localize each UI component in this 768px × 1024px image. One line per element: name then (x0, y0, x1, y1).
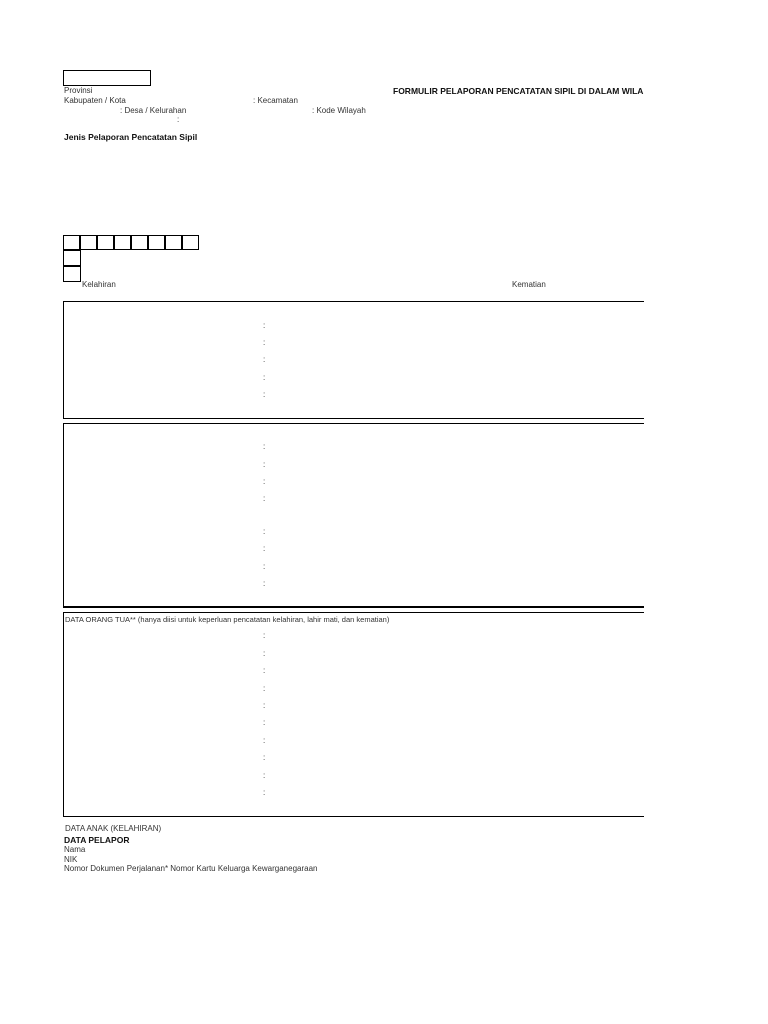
field-colon: : (263, 736, 266, 745)
code-cell[interactable] (114, 235, 131, 250)
field-colon: : (263, 788, 266, 797)
code-cell[interactable] (148, 235, 165, 250)
field-colon: : (263, 666, 266, 675)
field-colon: : (263, 701, 266, 710)
parents-heading: DATA ORANG TUA** (hanya diisi untuk keperluan pencatatan kelahiran, lahir mati, dan kematian) (65, 615, 390, 624)
parents-panel (63, 612, 644, 817)
code-cell[interactable] (97, 235, 114, 250)
field-colon: : (263, 684, 266, 693)
death-label: Kematian (512, 280, 546, 289)
field-colon: : (263, 494, 266, 503)
field-colon: : (263, 477, 266, 486)
data-panel-1 (63, 301, 644, 419)
field-colon: : (263, 527, 266, 536)
field-colon: : (263, 460, 266, 469)
form-title: FORMULIR PELAPORAN PENCATATAN SIPIL DI DALAM WILA (393, 86, 644, 96)
field-colon: : (263, 631, 266, 640)
panel-divider (63, 606, 644, 608)
reporter-name-label: Nama (64, 845, 86, 854)
field-colon: : (263, 544, 266, 553)
field-colon: : (263, 321, 266, 330)
field-colon: : (263, 373, 266, 382)
child-heading: DATA ANAK (KELAHIRAN) (65, 824, 162, 833)
death-checkbox[interactable] (63, 266, 81, 282)
field-colon: : (263, 562, 266, 571)
reporter-documents-line: Nomor Dokumen Perjalanan* Nomor Kartu Keluarga Kewarganegaraan (64, 864, 318, 873)
reporter-nik-label: NIK (64, 855, 78, 864)
village-label: : Desa / Kelurahan (120, 106, 187, 115)
field-colon: : (263, 579, 266, 588)
code-cell[interactable] (182, 235, 199, 250)
report-type-heading: Jenis Pelaporan Pencatatan Sipil (64, 132, 198, 142)
reporter-heading: DATA PELAPOR (64, 835, 130, 845)
code-cell[interactable] (131, 235, 148, 250)
field-colon: : (263, 718, 266, 727)
code-cell[interactable] (63, 235, 80, 250)
field-colon: : (263, 771, 266, 780)
field-colon: : (263, 338, 266, 347)
field-colon: : (263, 442, 266, 451)
region-code-label: : Kode Wilayah (312, 106, 366, 115)
data-panel-2 (63, 423, 644, 607)
district-label: : Kecamatan (253, 96, 298, 105)
code-cell[interactable] (165, 235, 182, 250)
form-number-box[interactable] (63, 70, 151, 86)
field-colon: : (263, 649, 266, 658)
field-colon: : (263, 390, 266, 399)
code-cell[interactable] (80, 235, 97, 250)
regency-label: Kabupaten / Kota (64, 96, 126, 105)
province-label: Provinsi (64, 86, 93, 95)
birth-label: Kelahiran (82, 280, 116, 289)
header-colon: : (177, 115, 180, 124)
field-colon: : (263, 753, 266, 762)
field-colon: : (263, 355, 266, 364)
birth-checkbox[interactable] (63, 250, 81, 266)
